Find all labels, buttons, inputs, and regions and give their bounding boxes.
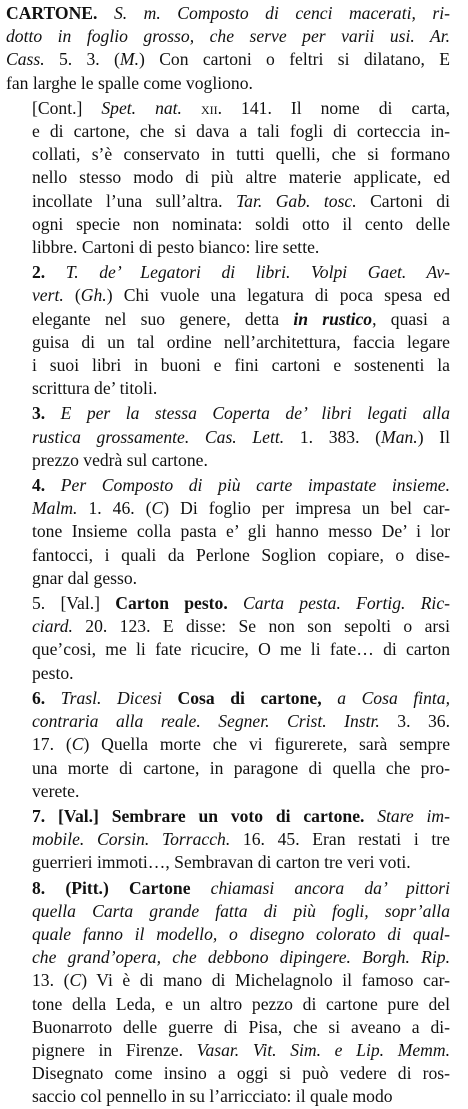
entry-sense-4 — [6, 474, 450, 590]
text-run: Gh. — [80, 285, 107, 306]
text-run: rustica grossamente. Cas. Lett. — [32, 426, 285, 447]
text-run: Cartone — [128, 877, 191, 898]
text-run: xii — [200, 97, 218, 118]
text-run: S. m. — [97, 3, 178, 23]
text-line — [6, 1062, 450, 1085]
entry-sense-3 — [6, 402, 450, 472]
text-run: Tar. Gab. tosc. — [236, 190, 357, 211]
entry-sense-5 — [6, 592, 450, 685]
text-run: C — [69, 970, 82, 991]
text-run: 16. 45. Eran restati i tre — [230, 829, 450, 850]
text-run: ) Il — [417, 426, 450, 447]
text-line — [6, 354, 450, 377]
text-line — [6, 72, 450, 95]
text-run: CARTONE. — [6, 3, 98, 23]
text-run: pesto. — [32, 662, 74, 683]
text-line — [6, 331, 450, 354]
entry-cartone-head — [6, 2, 450, 95]
text-run: ) Con cartoni o feltri si dilatano, E — [138, 49, 450, 70]
entry-sense-2 — [6, 261, 450, 400]
text-line — [6, 236, 450, 259]
text-run: fantocci, i quali da Perlone Soglion copiare, o dise- — [32, 544, 450, 565]
text-line — [6, 497, 450, 520]
text-line — [6, 449, 450, 472]
text-line — [6, 1039, 450, 1062]
text-run: a — [337, 687, 346, 708]
text-run: mobile. Corsin. Torracch. — [32, 829, 231, 850]
text-line — [6, 1085, 450, 1108]
text-run: scrittura de’ titoli. — [32, 378, 158, 399]
text-line — [6, 687, 450, 710]
text-line — [6, 592, 450, 615]
text-run: 17. ( — [32, 734, 72, 755]
text-run: . 141. Il nome di carta, — [217, 97, 450, 118]
text-line — [6, 851, 450, 874]
text-line — [6, 402, 450, 425]
text-line — [6, 805, 450, 828]
text-line — [6, 120, 450, 143]
text-run: 3. 36. — [379, 711, 450, 732]
text-run: Cass. — [6, 49, 45, 70]
text-run: M. — [119, 49, 139, 70]
text-run: saccio col pennello in su l’arricciato: il quale modo — [32, 1086, 393, 1107]
text-run: guisa di un tal ordine nell’architettura, faccia legare — [32, 331, 450, 352]
text-run: C — [71, 734, 84, 755]
text-line — [6, 190, 450, 213]
text-run: 13. ( — [32, 970, 70, 991]
text-run: 5. [Val.] — [32, 593, 116, 614]
text-run: verete. — [32, 780, 80, 801]
entry-sense-7 — [6, 805, 450, 875]
text-line — [6, 567, 450, 590]
text-run: Per Composto di più carte impastate insieme. — [60, 475, 451, 496]
text-run: nello stesso modo di più altre materie applicate, ed — [32, 167, 450, 188]
text-run: libbre. Cartoni di pesto bianco: lire sette. — [32, 237, 320, 258]
text-run: ogni specie non nominata: soldi otto il cento delle — [32, 213, 450, 234]
text-line — [6, 284, 450, 307]
text-run: una morte di cartone, in paragone di quella che pro- — [32, 757, 450, 778]
text-run: elegante nel suo genere, detta — [32, 308, 294, 329]
text-run: Stare im- — [377, 805, 450, 826]
entry-sense-6 — [6, 687, 450, 803]
text-run — [228, 593, 243, 613]
text-run: Trasl. Dicesi — [60, 687, 162, 708]
text-run: e di cartone, che si dava a tali fogli di corteccia in- — [32, 121, 450, 142]
text-run: Carton pesto. — [115, 593, 228, 614]
text-run: ) Chi vuole una legatura di poca spesa ed — [106, 285, 450, 306]
text-line — [6, 828, 450, 851]
text-run: C — [151, 498, 164, 519]
text-run: ) Quella morte che vi figurerete, sarà sempre — [83, 734, 451, 755]
text-run: T. de’ Legatori di libri. Volpi Gaet. Av- — [65, 262, 450, 283]
text-line — [6, 426, 450, 449]
text-run: [Cont.] — [32, 97, 102, 118]
text-run: 3. — [32, 403, 61, 424]
text-run: 8. (Pitt.) — [32, 877, 129, 898]
text-run: Buonarroto delle guerre di Pisa, che si aveano a di- — [32, 1016, 450, 1037]
text-line — [6, 710, 450, 733]
text-run: ) Vi è di mano di Michelagnolo il famoso car- — [81, 970, 451, 991]
text-run — [364, 806, 377, 826]
text-line — [6, 143, 450, 166]
text-run: tone della Leda, e un altro pezzo di cartone pure del — [32, 993, 450, 1014]
text-run: tone Insieme colla pasta e’ gli hanno messo De’ i lor — [32, 521, 450, 542]
text-run: in rustico — [293, 308, 373, 329]
text-line — [6, 261, 450, 284]
text-run: Cosa di cartone, — [161, 687, 338, 708]
text-run: gnar dal gesso. — [32, 567, 138, 588]
text-run: 5. 3. ( — [44, 49, 120, 70]
text-line — [6, 923, 450, 946]
text-run: 4. — [32, 475, 61, 496]
text-run: collati, s’è conservato in tutti quelli, che si formano — [32, 144, 450, 165]
text-line — [6, 780, 450, 803]
text-run: chiamasi ancora da’ pittori — [190, 877, 450, 898]
text-line — [6, 308, 450, 331]
text-run: Man. — [381, 426, 418, 447]
text-run: contraria alla reale. Segner. Crist. Instr. — [32, 711, 380, 732]
text-run: Carta pesta. Fortig. Ric- — [243, 593, 450, 614]
text-run: ciard. — [32, 616, 73, 637]
text-run: i suoi libri in buoni e fini cartoni e sostenenti la — [32, 355, 450, 376]
text-line — [6, 993, 450, 1016]
text-line — [6, 97, 450, 120]
text-run: 1. 383. ( — [284, 426, 382, 447]
text-line — [6, 25, 450, 48]
text-line — [6, 969, 450, 992]
text-line — [6, 615, 450, 638]
text-line — [6, 377, 450, 400]
text-line — [6, 520, 450, 543]
text-line — [6, 544, 450, 567]
text-run: guerrieri immoti…, Sembravan di carton tre veri voti. — [32, 852, 411, 873]
text-run: que’cosi, me li fate ricucire, O me li fate… di carton — [32, 639, 450, 660]
text-run: 1. 46. ( — [77, 498, 152, 519]
text-line — [6, 757, 450, 780]
text-run: ) Di foglio per impresa un bel car- — [163, 498, 450, 519]
text-run: Composto di cenci macerati, ri- — [177, 3, 450, 23]
text-line — [6, 474, 450, 497]
text-run: 7. [Val.] — [32, 805, 112, 826]
text-run: Cartoni di — [356, 190, 450, 211]
text-run: quale fanno il modello, o disegno colorato di qual- — [32, 923, 450, 944]
text-line — [6, 48, 450, 71]
entry-cont — [6, 97, 450, 259]
text-run — [182, 98, 201, 118]
text-run: pignere in Firenze. — [32, 1039, 197, 1060]
text-run: Malm. — [32, 498, 78, 519]
text-run: quella Carta grande fatta di più fogli, sopr’alla — [32, 900, 450, 921]
text-run: prezzo vedrà sul cartone. — [32, 449, 208, 470]
text-line — [6, 946, 450, 969]
text-run: Sembrare un voto di cartone. — [111, 805, 365, 826]
text-run: Spet. nat. — [101, 97, 182, 118]
text-run: che grand’opera, che debbono dipingere. Borgh. Rip. — [32, 947, 450, 968]
text-run: , quasi a — [372, 308, 450, 329]
text-run: Cosa finta, — [345, 687, 450, 708]
text-line — [6, 166, 450, 189]
text-line — [6, 1016, 450, 1039]
entry-sense-8 — [6, 877, 450, 1109]
text-line — [6, 2, 450, 25]
text-line — [6, 662, 450, 685]
text-line — [6, 213, 450, 236]
text-run: fan larghe le spalle come vogliono. — [6, 72, 253, 93]
text-run: 20. 123. E disse: Se non son sepolti o arsi — [72, 616, 450, 637]
text-run: vert. — [32, 285, 64, 306]
text-run: ( — [63, 285, 81, 306]
text-run: Disegnato come insino a oggi si può vedere di ros- — [32, 1063, 450, 1084]
text-run: E per la stessa Coperta de’ libri legati alla — [60, 403, 450, 424]
text-run: 6. — [32, 687, 61, 708]
text-line — [6, 877, 450, 900]
text-run: 2. — [32, 262, 66, 283]
text-line — [6, 638, 450, 661]
text-run: dotto in foglio grosso, che serve per varii usi. Ar. — [6, 26, 450, 47]
text-run: Vasar. Vit. Sim. e Lip. Memm. — [196, 1039, 450, 1060]
text-line — [6, 733, 450, 756]
text-line — [6, 900, 450, 923]
text-run: incollate l’una sull’altra. — [32, 190, 237, 211]
